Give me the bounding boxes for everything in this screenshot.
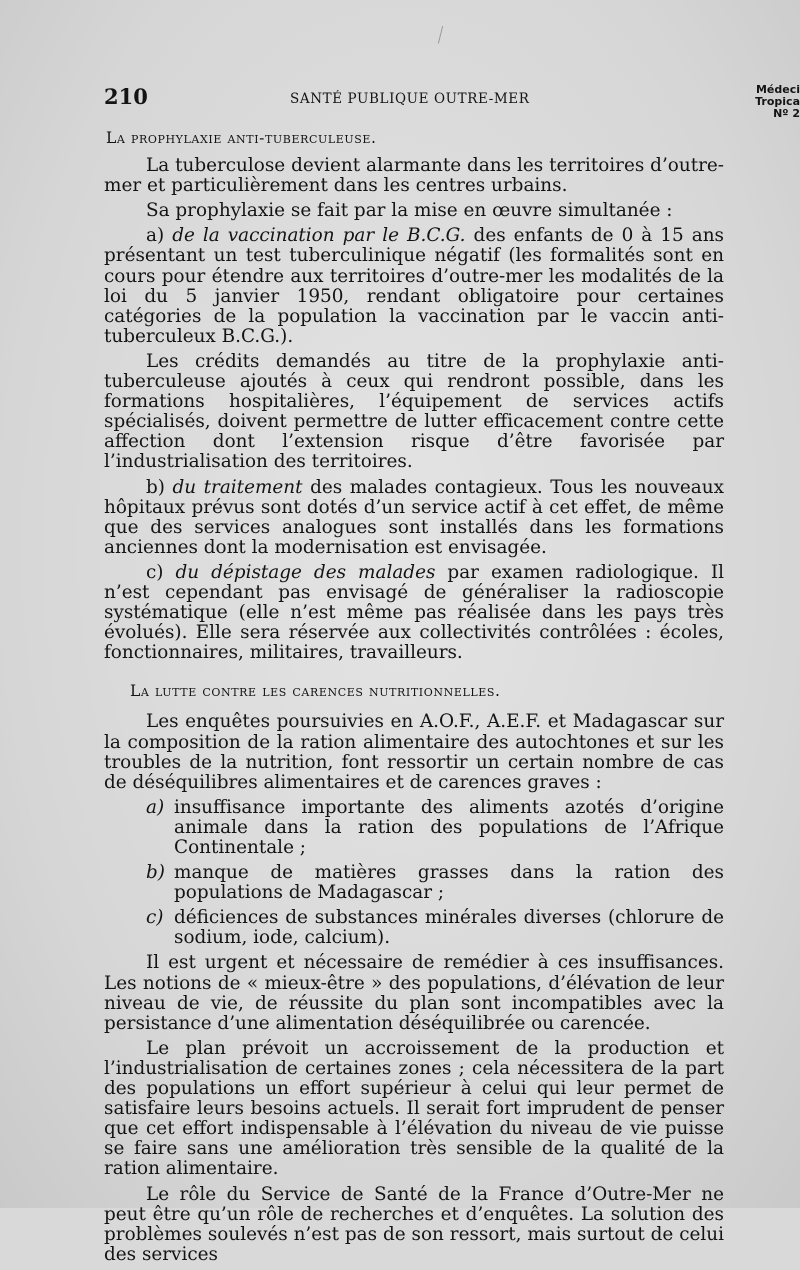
running-title: SANTÉ PUBLIQUE OUTRE-MER: [290, 91, 530, 107]
paragraph: Le plan prévoit un accroissement de la production et l’industrialisation de certaines zones ; cela nécessitera de la part des populations un effort supérieur à celui qui leur permet de satisfaire leurs besoins actuels. Il serait fort imprudent de penser que cet effort indispensable à l’élévation du niveau de vie puisse se faire sans une amélioration très sensible de la qualité de la ration alimentaire.: [104, 1037, 724, 1180]
section-title-tuberculosis: La prophylaxie anti-tuberculeuse.: [106, 129, 377, 147]
item-label: b): [146, 476, 165, 498]
list-item: [104, 798, 724, 858]
item-text: par examen radiologique. Il n’est cependant pas envisagé de généraliser la radioscopie systématique (elle n’est même pas réalisée dans les pays très évolués). Elle sera réservée aux collectivités contrôlées : écoles, fonctionnaires, militaires, travailleurs.: [104, 561, 724, 664]
list-marker: b): [146, 862, 165, 884]
paragraph: Il est urgent et nécessaire de remédier à ces insuffisances. Les notions de « mieux-être » des populations, d’élévation de leur niveau de vie, de réussite du plan sont incompatibles avec la persistance d’une alimentation déséquilibrée ou carencée.: [104, 952, 724, 1034]
item-label: c): [146, 561, 164, 583]
paragraph: Les crédits demandés au titre de la prophylaxie anti-tuberculeuse ajoutés à ceux qui rendront possible, dans les formations hospitalières, l’équipement de services actifs spécialisés, doivent permettre de lutter efficacement contre cette affection dont l’extension risque d’être favorisée par l’industrialisation des territoires.: [104, 350, 724, 473]
list-text: déficiences de substances minérales diverses (chlorure de sodium, iode, calcium).: [174, 907, 724, 949]
margin-note-line: Médeci: [755, 83, 800, 96]
paragraph: Le rôle du Service de Santé de la France d’Outre-Mer ne peut être qu’un rôle de recherches et d’enquêtes. La solution des problèmes soulevés n’est pas de son ressort, mais surtout de celui des services: [104, 1183, 724, 1265]
item-text: des enfants de 0 à 15 ans présentant un test tuberculinique négatif (les formalités sont en cours pour étendre aux territoires d’outre-mer les modalités de la loi du 5 janvier 1950, rendant obligatoire pour certaines catégories de la population la vaccination par le vaccin anti-tuberculeux B.C.G.).: [104, 225, 724, 347]
italic-phrase: du traitement: [172, 476, 303, 498]
paragraph: La tuberculose devient alarmante dans les territoires d’outre-mer et particulièrement dans les centres urbains.: [104, 155, 724, 197]
paragraph-item-b: [104, 478, 724, 558]
list-marker: c): [146, 907, 164, 929]
margin-note-line: Nº 2: [773, 107, 800, 120]
italic-phrase: du dépistage des malades: [175, 561, 436, 583]
margin-note: [755, 84, 800, 120]
list-text: insuffisance importante des aliments azotés d’origine animale dans la ration des populations de l’Afrique Continentale ;: [174, 796, 724, 858]
paragraph: Les enquêtes poursuivies en A.O.F., A.E.F. et Madagascar sur la composition de la ration alimentaire des autochtones et sur les troubles de la nutrition, font ressortir un certain nombre de cas de déséquilibres alimentaires et de carences graves :: [104, 711, 724, 793]
margin-note-line: Tropica: [755, 95, 800, 108]
list-marker: a): [146, 796, 165, 818]
paragraph-item-c: [104, 563, 724, 663]
paragraph-item-a: [104, 226, 724, 347]
italic-phrase: de la vaccination par le B.C.G.: [172, 225, 466, 247]
list-text: manque de matières grasses dans la ration des populations de Madagascar ;: [174, 862, 724, 904]
item-text: des malades contagieux. Tous les nouveaux hôpitaux prévus sont dotés d’un service actif à cet effet, de même que des services analogues sont installés dans les formations anciennes dont la modernisation est envisagée.: [104, 476, 724, 558]
body-text: [104, 124, 724, 1270]
section-title-nutrition: La lutte contre les carences nutritionnelles.: [130, 682, 501, 701]
list-item: [104, 863, 724, 903]
scan-mark: [438, 26, 445, 44]
page-number: 210: [104, 84, 148, 109]
item-label: a): [146, 225, 165, 247]
paragraph: Sa prophylaxie se fait par la mise en œuvre simultanée :: [146, 200, 673, 222]
list-item: [104, 908, 724, 948]
